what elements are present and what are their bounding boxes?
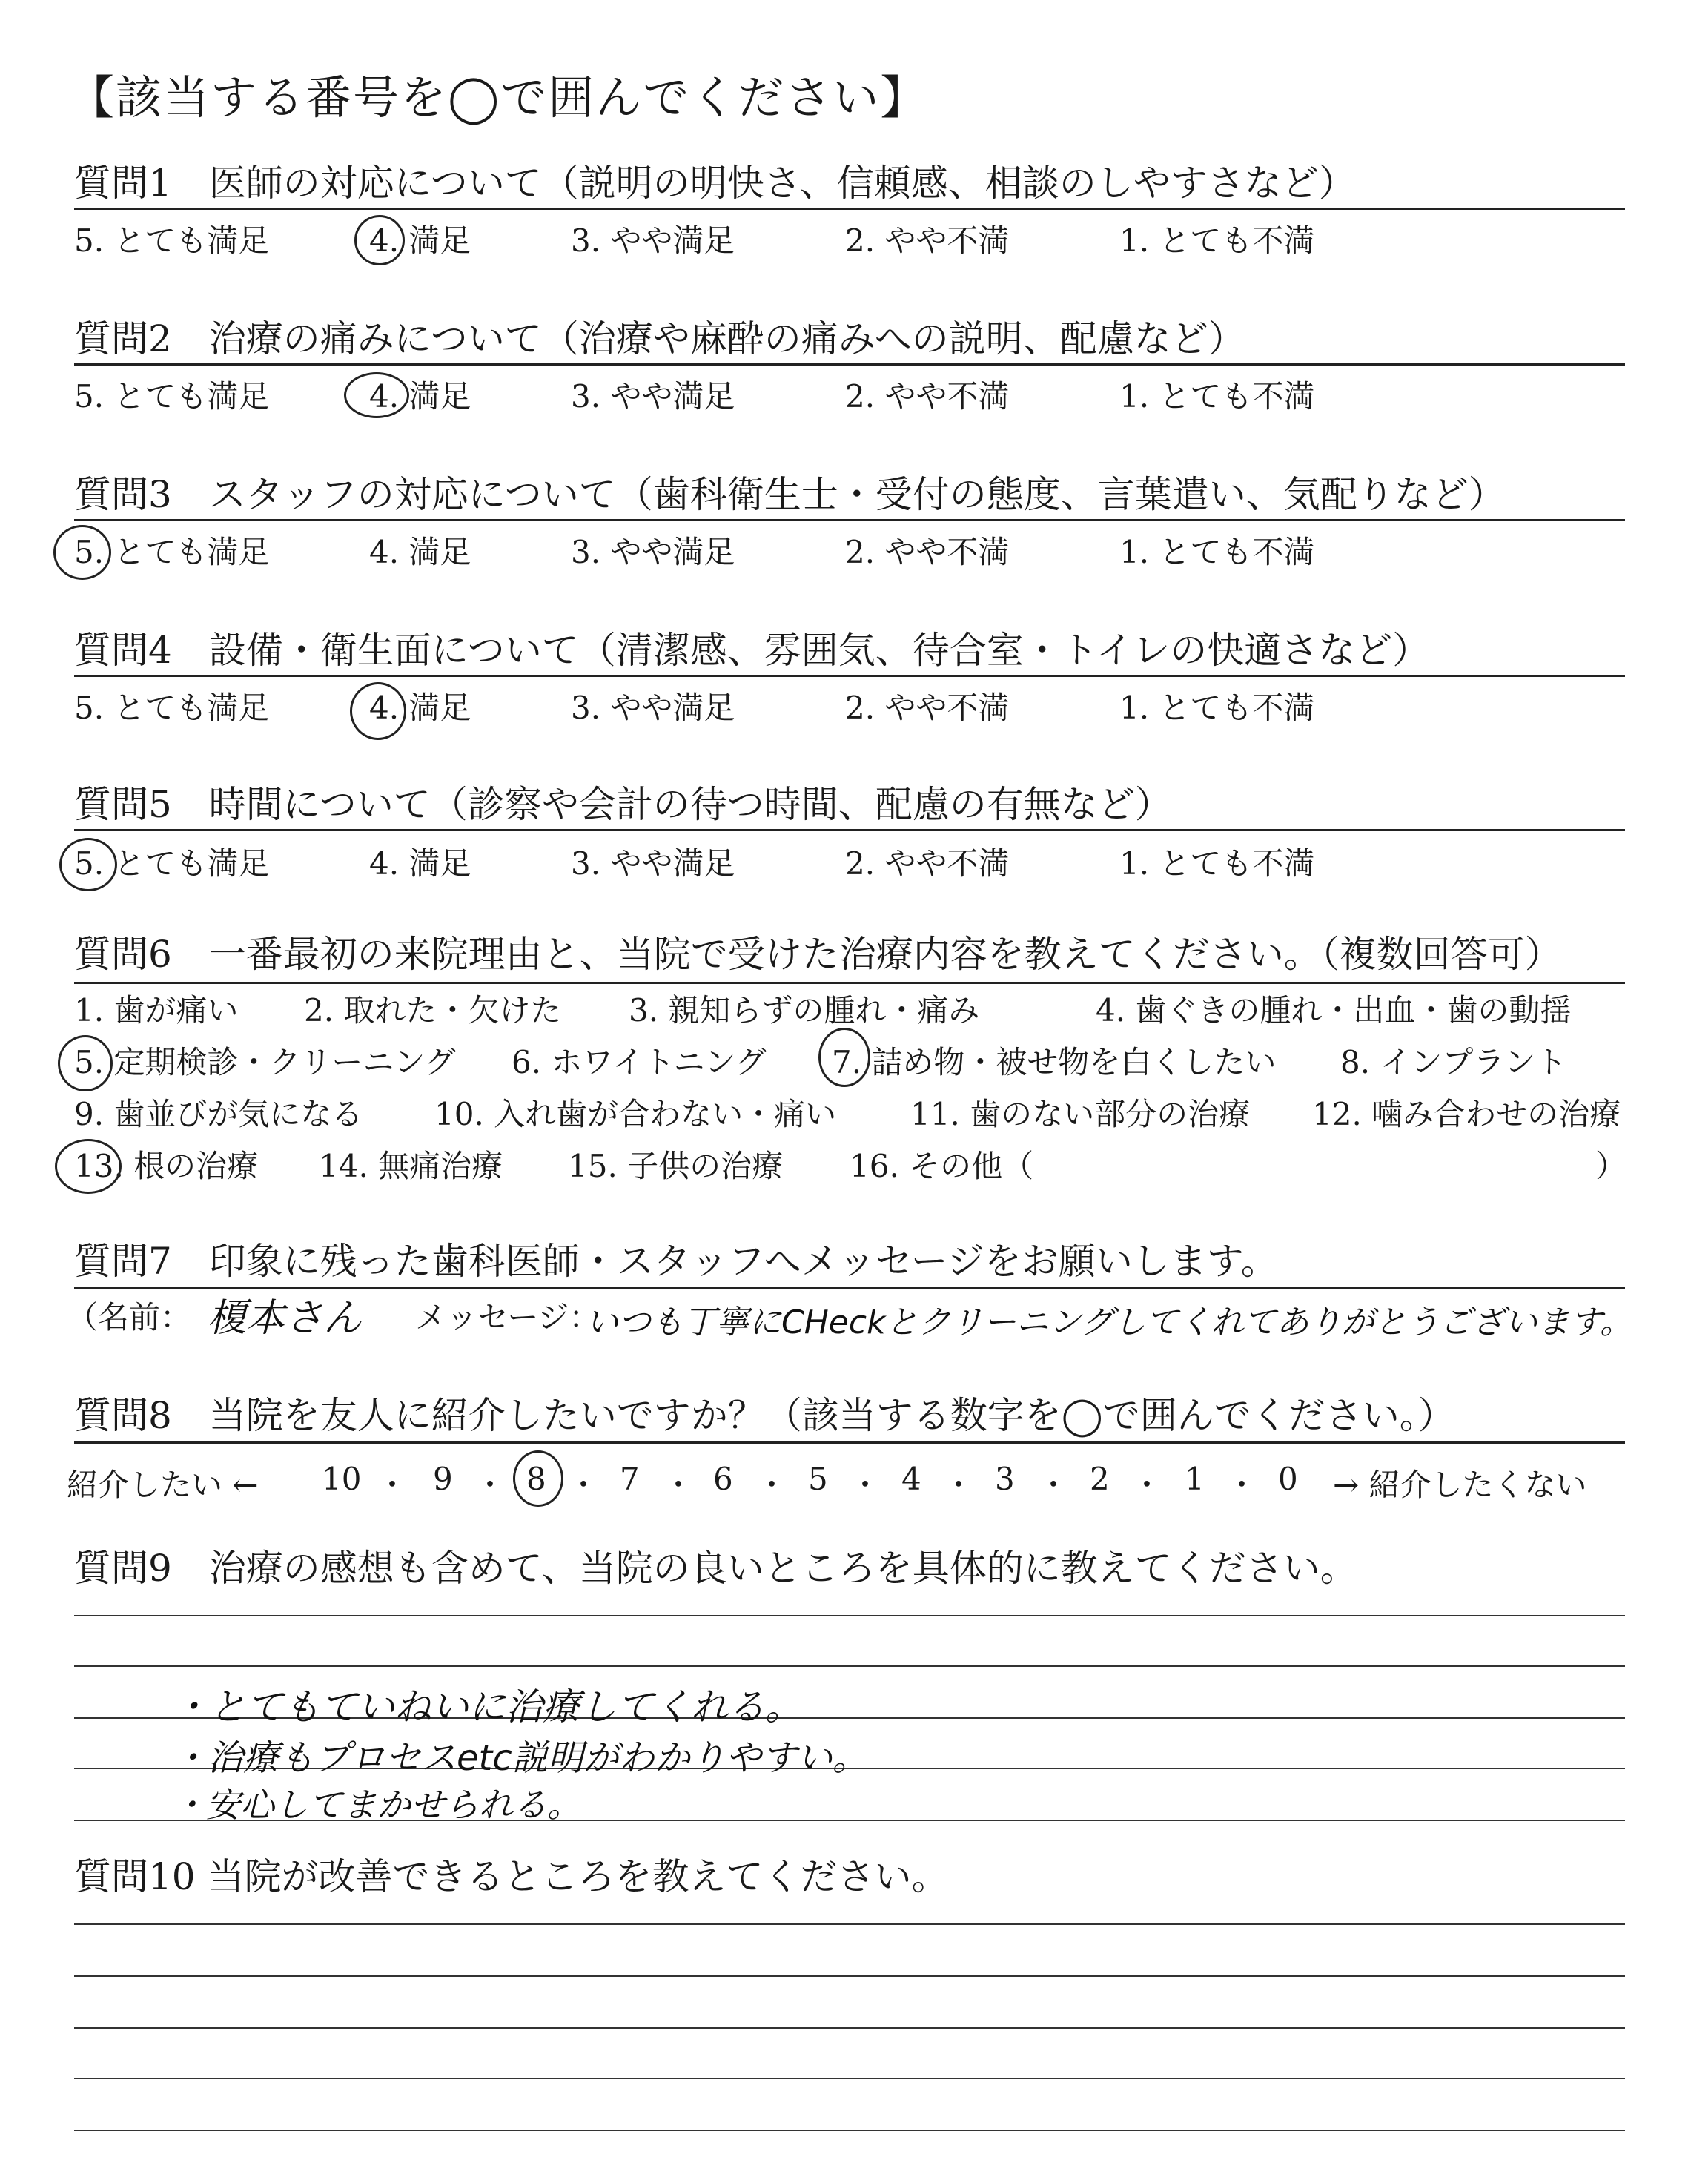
option-3[interactable]: 3. やや満足 <box>571 378 735 415</box>
question-1-title: 質問1 医師の対応について（説明の明快さ、信頼感、相談のしやすさなど） <box>74 162 1356 205</box>
divider <box>74 363 1625 366</box>
answer-line <box>74 1665 1625 1667</box>
answer-line <box>74 2027 1625 2029</box>
selection-circle <box>58 1035 113 1091</box>
name-value: 榎本さん <box>208 1296 363 1341</box>
scale-separator: ・ <box>850 1467 881 1503</box>
message-value: いつも丁寧にCHeckとクリーニングしてくれてありがとうございます。 <box>586 1304 1633 1341</box>
question-8-title: 質問8 当院を友人に紹介したいですか？（該当する数字を◯で囲んでください。） <box>74 1394 1455 1437</box>
question-2-title: 質問2 治療の痛みについて（治療や麻酔の痛みへの説明、配慮など） <box>74 317 1245 360</box>
question-4-title: 質問4 設備・衛生面について（清潔感、雰囲気、待合室・トイレの快適さなど） <box>74 629 1430 672</box>
q9-answer-2: ・治療もプロセスetc説明がわかりやすい。 <box>172 1737 868 1779</box>
question-10 <box>74 1855 1625 1898</box>
selection-circle <box>513 1450 563 1507</box>
selection-circle <box>53 525 111 580</box>
option-4[interactable]: 4. 満足 <box>369 378 471 415</box>
question-8 <box>67 1394 1625 1503</box>
question-10-title: 質問10 当院が改善できるところを教えてください。 <box>74 1855 949 1898</box>
option-1[interactable]: 1. とても不満 <box>1119 845 1315 882</box>
option-3[interactable]: 3. やや満足 <box>571 222 735 259</box>
option-2[interactable]: 2. やや不満 <box>845 690 1010 726</box>
scale-separator: ・ <box>1038 1467 1070 1503</box>
other-close-paren: ） <box>1595 1148 1627 1184</box>
selection-circle <box>59 838 117 891</box>
question-3-title: 質問3 スタッフの対応について（歯科衛生士・受付の態度、言葉遣い、気配りなど） <box>74 473 1506 516</box>
answer-line <box>74 1975 1625 1977</box>
selection-circle <box>354 215 405 265</box>
question-2 <box>74 317 1625 415</box>
selection-circle <box>55 1139 122 1194</box>
divider <box>74 1287 1625 1289</box>
scale-separator: ・ <box>943 1467 975 1503</box>
question-6-title: 質問6 一番最初の来院理由と、当院で受けた治療内容を教えてください。（複数回答可） <box>74 933 1562 976</box>
option-1[interactable]: 1. とても不満 <box>1119 534 1315 570</box>
reason-7[interactable]: 7. 詰め物・被せ物を白くしたい <box>832 1044 1277 1080</box>
reason-12[interactable]: 12. 噛み合わせの治療 <box>1312 1096 1621 1132</box>
reason-8[interactable]: 8. インプラント <box>1340 1044 1567 1080</box>
question-9 <box>74 1547 1625 1590</box>
option-1[interactable]: 1. とても不満 <box>1119 222 1315 259</box>
scale-separator: ・ <box>663 1467 695 1503</box>
divider <box>74 982 1625 984</box>
option-2[interactable]: 2. やや不満 <box>845 534 1010 570</box>
selection-circle <box>350 682 406 740</box>
answer-line <box>74 1615 1625 1616</box>
page-title: 【該当する番号を◯で囲んでください】 <box>68 70 928 125</box>
option-2[interactable]: 2. やや不満 <box>845 845 1010 882</box>
option-3[interactable]: 3. やや満足 <box>571 845 735 882</box>
score-9[interactable]: 9 <box>433 1461 453 1497</box>
reason-15[interactable]: 15. 子供の治療 <box>568 1148 784 1184</box>
divider <box>74 1441 1625 1444</box>
selection-circle <box>818 1028 870 1087</box>
q9-answer-1: ・とてもていねいに治療してくれる。 <box>172 1685 802 1728</box>
question-7-title: 質問7 印象に残った歯科医師・スタッフへメッセージをお願いします。 <box>74 1240 1278 1283</box>
option-4[interactable]: 4. 満足 <box>369 845 471 882</box>
scale-separator: ・ <box>1131 1467 1163 1503</box>
reason-10[interactable]: 10. 入れ歯が合わない・痛い <box>434 1096 837 1132</box>
reason-6[interactable]: 6. ホワイトニング <box>512 1044 767 1080</box>
q9-answer-3: ・安心してまかせられる。 <box>172 1785 581 1825</box>
question-3 <box>74 473 1625 570</box>
option-2[interactable]: 2. やや不満 <box>845 222 1010 259</box>
option-5[interactable]: 5. とても満足 <box>74 534 270 570</box>
score-3[interactable]: 3 <box>995 1461 1015 1497</box>
score-2[interactable]: 2 <box>1090 1461 1110 1497</box>
score-1[interactable]: 1 <box>1185 1461 1205 1497</box>
divider <box>74 519 1625 521</box>
question-5 <box>74 783 1625 882</box>
question-9-title: 質問9 治療の感想も含めて、当院の良いところを具体的に教えてください。 <box>74 1547 1357 1590</box>
reason-4[interactable]: 4. 歯ぐきの腫れ・出血・歯の動揺 <box>1096 992 1572 1028</box>
divider <box>74 829 1625 831</box>
reason-11[interactable]: 11. 歯のない部分の治療 <box>910 1096 1251 1132</box>
answer-line <box>74 2130 1625 2131</box>
option-1[interactable]: 1. とても不満 <box>1119 690 1315 726</box>
reason-16[interactable]: 16. その他（ <box>850 1148 1034 1184</box>
reason-5[interactable]: 5. 定期検診・クリーニング <box>74 1044 456 1080</box>
question-4 <box>74 629 1625 726</box>
score-5[interactable]: 5 <box>808 1461 828 1497</box>
answer-line <box>74 2078 1625 2079</box>
score-4[interactable]: 4 <box>901 1461 921 1497</box>
selection-circle <box>344 372 409 418</box>
question-6 <box>74 933 1627 1184</box>
reason-9[interactable]: 9. 歯並びが気になる <box>74 1096 363 1132</box>
option-5[interactable]: 5. とても満足 <box>74 378 270 415</box>
score-7[interactable]: 7 <box>620 1461 640 1497</box>
scale-separator: ・ <box>377 1467 408 1503</box>
reason-3[interactable]: 3. 親知らずの腫れ・痛み <box>629 992 980 1028</box>
option-5[interactable]: 5. とても満足 <box>74 845 270 882</box>
option-1[interactable]: 1. とても不満 <box>1119 378 1315 415</box>
reason-2[interactable]: 2. 取れた・欠けた <box>304 992 562 1028</box>
option-3[interactable]: 3. やや満足 <box>571 534 735 570</box>
reason-14[interactable]: 14. 無痛治療 <box>319 1148 503 1184</box>
question-1 <box>74 162 1625 259</box>
option-4[interactable]: 4. 満足 <box>369 222 471 259</box>
score-8[interactable]: 8 <box>526 1461 546 1497</box>
score-0[interactable]: 0 <box>1278 1461 1298 1497</box>
divider <box>74 208 1625 210</box>
scale-separator: ・ <box>756 1467 788 1503</box>
reason-13[interactable]: 13. 根の治療 <box>74 1148 259 1184</box>
message-label: メッセージ： <box>415 1299 600 1335</box>
scale-left-label: 紹介したい ← <box>67 1467 259 1503</box>
option-5[interactable]: 5. とても満足 <box>74 222 270 259</box>
option-3[interactable]: 3. やや満足 <box>571 690 735 726</box>
name-label: （名前： <box>67 1299 192 1335</box>
score-10[interactable]: 10 <box>322 1461 362 1497</box>
scale-separator: ・ <box>1226 1467 1258 1503</box>
option-4[interactable]: 4. 満足 <box>369 534 471 570</box>
question-7 <box>67 1240 1633 1341</box>
question-5-title: 質問5 時間について（診察や会計の待つ時間、配慮の有無など） <box>74 783 1172 826</box>
score-6[interactable]: 6 <box>713 1461 733 1497</box>
option-4[interactable]: 4. 満足 <box>369 690 471 726</box>
scale-right-label: → 紹介したくない <box>1333 1467 1587 1503</box>
option-5[interactable]: 5. とても満足 <box>74 690 270 726</box>
divider <box>74 675 1625 677</box>
scale-separator: ・ <box>474 1467 506 1503</box>
scale-separator: ・ <box>568 1467 600 1503</box>
answer-line <box>74 1923 1625 1925</box>
reason-1[interactable]: 1. 歯が痛い <box>74 992 239 1028</box>
option-2[interactable]: 2. やや不満 <box>845 378 1010 415</box>
